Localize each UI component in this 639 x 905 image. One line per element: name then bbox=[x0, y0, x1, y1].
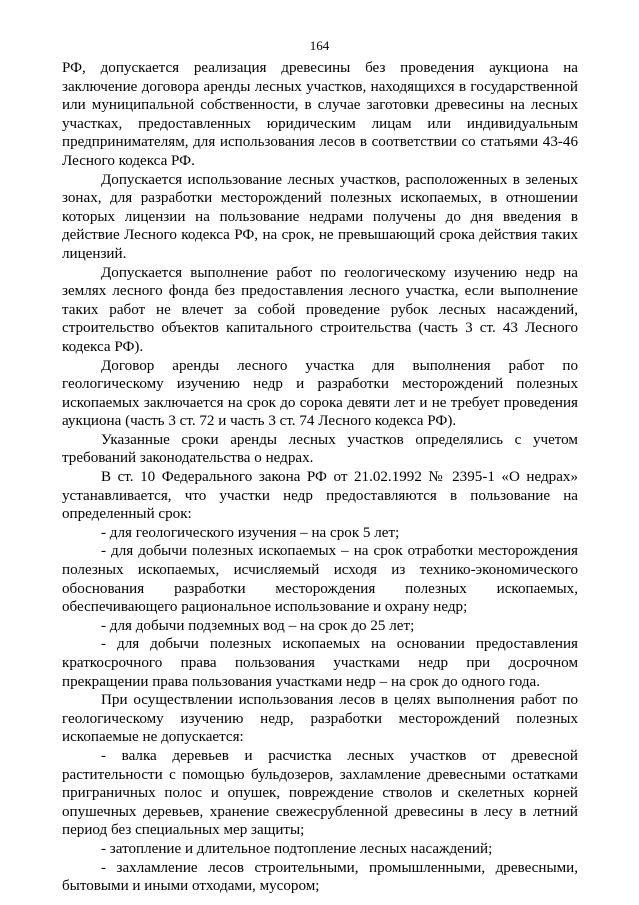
list-item: - для добычи подземных вод – на срок до 25 лет; bbox=[101, 617, 415, 634]
paragraph: В ст. 10 Федерального закона РФ от 21.02.1992 № 2395-1 «О недрах» устанавливается, что участки недр предоставляются в пользование на определенный срок: bbox=[62, 469, 578, 523]
paragraph: При осуществлении использования лесов в целях выполнения работ по геологическому изучению недр, разработки месторождений полезных ископаемые не допускается: bbox=[62, 692, 578, 746]
list-item: - валка деревьев и расчистка лесных участков от древесной растительности с помощью бульдозеров, захламление древесными остатками приграничных полос и опушек, повреждение стволов и скелетных корней опушечных деревьев, хранение свежесрубленной древесины в лесу в летний период без специальных мер защиты; bbox=[62, 747, 578, 839]
list-item: - захламление лесов строительными, промышленными, древесными, бытовыми и иными отходами, мусором; bbox=[62, 859, 578, 895]
paragraph: Договор аренды лесного участка для выполнения работ по геологическому изучению недр и разработки месторождений полезных ископаемых заключается на срок до сорока девяти лет и не требует проведения аукциона (часть 3 ст. 72 и часть 3 ст. 74 Лесного кодекса РФ). bbox=[62, 357, 578, 430]
page-number: 164 bbox=[309, 38, 330, 53]
list-item: - для геологического изучения – на срок 5 лет; bbox=[101, 524, 400, 541]
paragraph: Допускается выполнение работ по геологическому изучению недр на землях лесного фонда без предоставления лесного участка, если выполнение таких работ не влечет за собой проведение рубок лесных насаждений, строительство объектов капитального строительства (часть 3 ст. 43 Лесного кодекса РФ). bbox=[62, 264, 578, 355]
list-item: - для добычи полезных ископаемых – на срок отработки месторождения полезных ископаемых, исчисляемый исходя из технико-экономического обоснования разработки месторождения полезных ископаемых, обеспечивающего рациональное использование и охрану недр; bbox=[62, 543, 578, 616]
list-item: - затопление и длительное подтопление лесных насаждений; bbox=[101, 840, 493, 857]
list-item: - для добычи полезных ископаемых на основании предоставления краткосрочного права пользования участками недр при досрочном прекращении права пользования участками недр – на срок до одного года. bbox=[62, 636, 578, 690]
paragraph: Указанные сроки аренды лесных участков определялись с учетом требований законодательства о недрах. bbox=[62, 431, 578, 467]
paragraph-continuation: РФ, допускается реализация древесины без проведения аукциона на заключение договора аренды лесных участков, находящихся в государственной или муниципальной собственности, в случае заготовки древесины на лесных участках, предоставленных юридическим лицам или индивидуальным предпринимателям, для использования лесов в соответствии со статьями 43-46 Лесного кодекса РФ. bbox=[62, 60, 578, 169]
document-body bbox=[62, 59, 578, 896]
paragraph: Допускается использование лесных участков, расположенных в зеленых зонах, для разработки месторождений полезных ископаемых, в отношении которых лицензии на пользование недрами получены до дня введения в действие Лесного кодекса РФ, на срок, не превышающий срока действия таких лицензий. bbox=[62, 171, 578, 262]
